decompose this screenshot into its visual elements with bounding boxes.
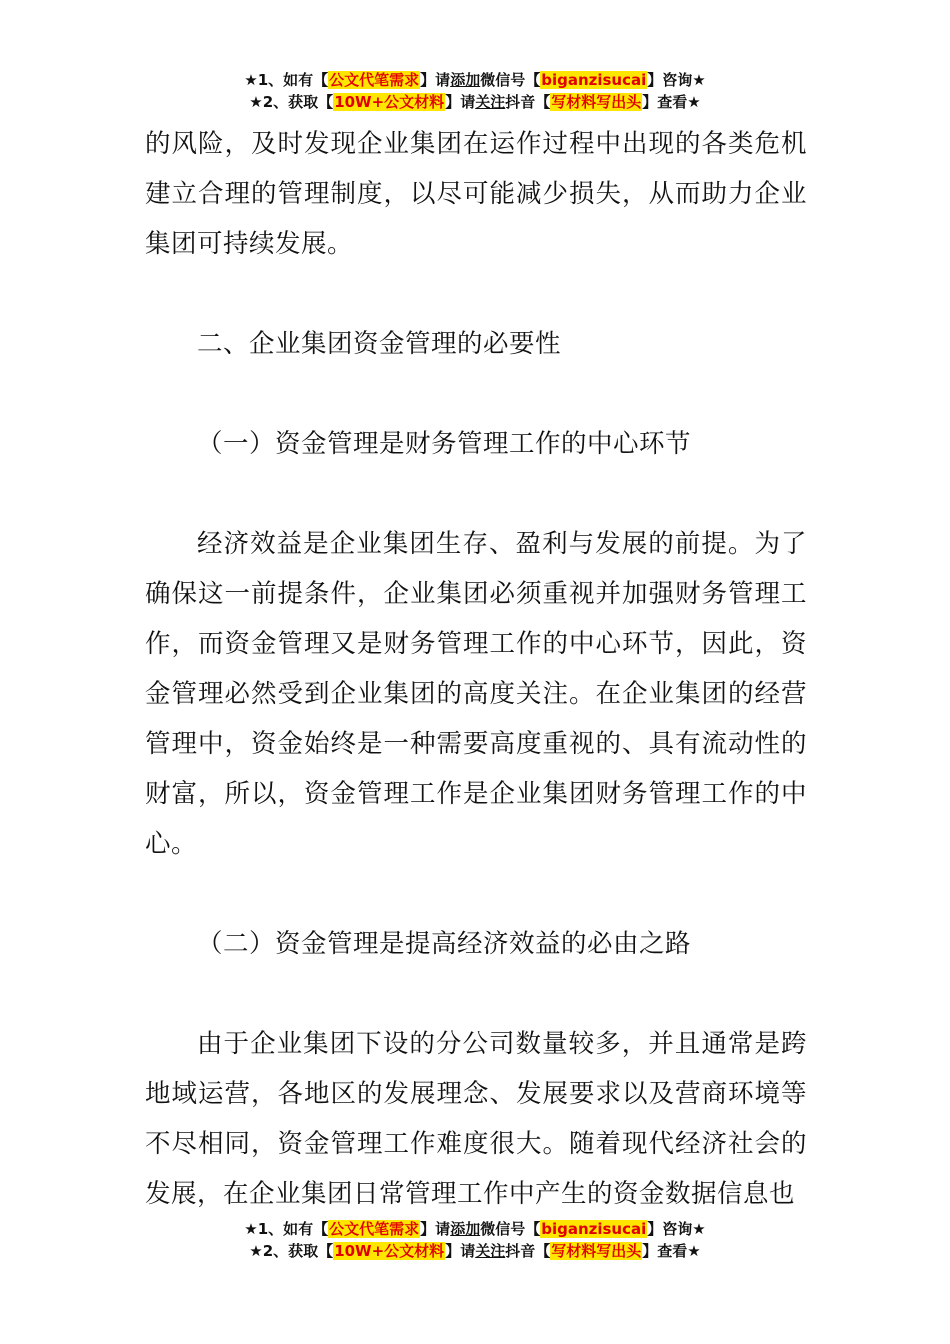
spacer [145,269,807,319]
promo-line-1 [0,69,950,91]
spacer [145,969,807,1019]
header-promo-banner [0,69,950,113]
promo-text: ★2、获取【 [249,1242,334,1260]
promo-text: 】咨询★ [647,1220,706,1238]
promo-text: 微信号【 [480,1220,541,1238]
promo-wechat-id: biganzisucai [541,1220,647,1238]
promo-line-2 [0,1240,950,1262]
promo-text: 抖音【 [505,93,551,111]
promo-highlight: 公文代笔需求 [329,71,420,89]
document-body [145,119,807,1219]
promo-highlight: 公文代笔需求 [329,1220,420,1238]
promo-text: 】查看★ [642,93,701,111]
promo-text: 】咨询★ [647,71,706,89]
spacer [145,369,807,419]
promo-text: 】请 [445,1242,476,1260]
promo-douyin-id: 写材料写出头 [551,93,642,111]
promo-text: 】请 [420,71,451,89]
promo-wechat-id: biganzisucai [541,71,647,89]
promo-douyin-id: 写材料写出头 [551,1242,642,1260]
promo-text: 微信号【 [480,71,541,89]
promo-text: 】请 [420,1220,451,1238]
promo-line-2 [0,91,950,113]
promo-underlined: 添加 [450,1220,481,1238]
promo-highlight: 10W+公文材料 [334,93,445,111]
paragraph-intro: 的风险，及时发现企业集团在运作过程中出现的各类危机建立合理的管理制度，以尽可能减少损失，从而助力企业集团可持续发展。 [145,129,807,259]
paragraph-2: 由于企业集团下设的分公司数量较多，并且通常是跨地域运营，各地区的发展理念、发展要求以及营商环境等不尽相同，资金管理工作难度很大。随着现代经济社会的发展，在企业集团日常管理工作中产生的资金数据信息也 [145,1029,807,1209]
subsection-heading-1: （一）资金管理是财务管理工作的中心环节 [197,429,692,459]
promo-underlined: 关注 [475,1242,506,1260]
spacer [145,469,807,519]
promo-underlined: 添加 [450,71,481,89]
promo-underlined: 关注 [475,93,506,111]
promo-line-1 [0,1218,950,1240]
promo-text: ★1、如有【 [244,71,329,89]
spacer [145,869,807,919]
promo-text: 抖音【 [505,1242,551,1260]
footer-promo-banner [0,1218,950,1262]
promo-text: 】查看★ [642,1242,701,1260]
section-heading: 二、企业集团资金管理的必要性 [197,329,562,359]
paragraph-1: 经济效益是企业集团生存、盈利与发展的前提。为了确保这一前提条件，企业集团必须重视并加强财务管理工作，而资金管理又是财务管理工作的中心环节，因此，资金管理必然受到企业集团的高度关注。在企业集团的经营管理中，资金始终是一种需要高度重视的、具有流动性的财富，所以，资金管理工作是企业集团财务管理工作的中心。 [145,529,807,859]
promo-highlight: 10W+公文材料 [334,1242,445,1260]
promo-text: 】请 [445,93,476,111]
subsection-heading-2: （二）资金管理是提高经济效益的必由之路 [197,929,692,959]
promo-text: ★2、获取【 [249,93,334,111]
promo-text: ★1、如有【 [244,1220,329,1238]
